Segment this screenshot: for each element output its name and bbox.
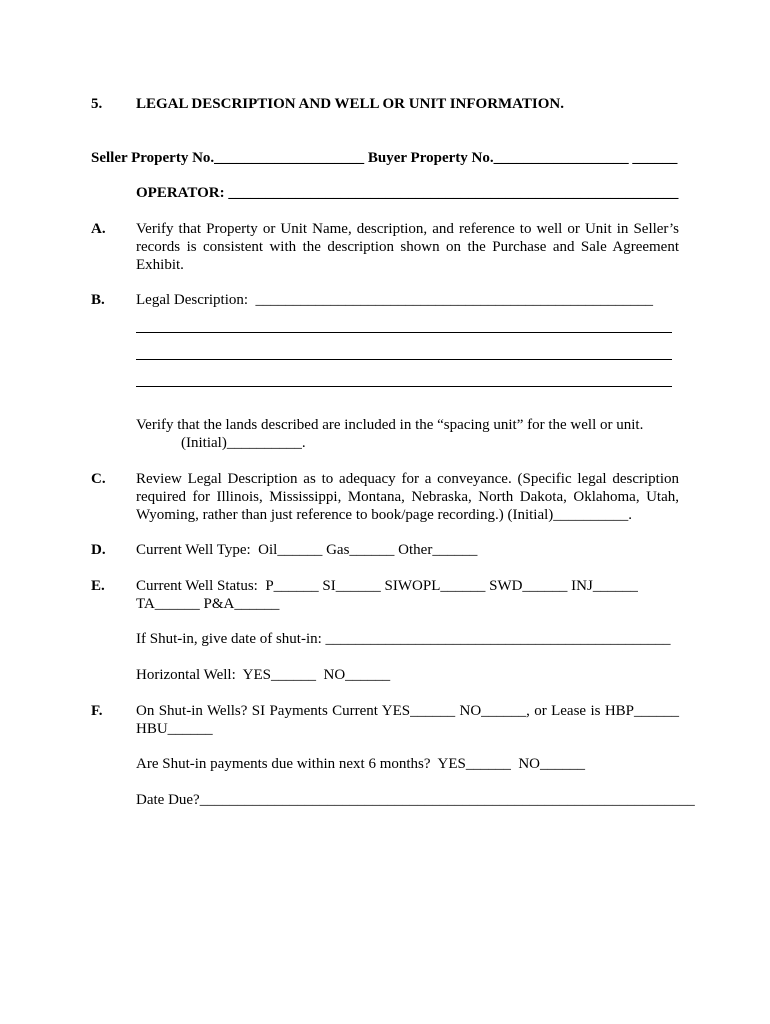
legal-description-rule-1 xyxy=(136,332,672,333)
item-b-label: B. xyxy=(91,292,105,308)
legal-description-rule-2 xyxy=(136,359,672,360)
item-f-text: On Shut-in Wells? SI Payments Current YES______ NO______, or Lease is HBP______ HBU______ xyxy=(136,703,679,737)
item-e-label: E. xyxy=(91,578,105,594)
horizontal-well-line: Horizontal Well: YES______ NO______ xyxy=(136,667,391,683)
section-title: LEGAL DESCRIPTION AND WELL OR UNIT INFORMATION. xyxy=(136,96,564,112)
item-c-text: Review Legal Description as to adequacy for a conveyance. (Specific legal description required for Illinois, Mississippi, Montana, Nebraska, North Dakota, Oklahoma, Utah, Wyoming, rather than just reference to book/page recording.) (Initial)__________. xyxy=(136,471,679,523)
section-number: 5. xyxy=(91,96,103,112)
property-number-line: Seller Property No.____________________ Buyer Property No.__________________ ______ xyxy=(91,150,678,166)
spacing-unit-verify-text: Verify that the lands described are included in the “spacing unit” for the well or unit. xyxy=(136,417,644,433)
shut-in-date-line: If Shut-in, give date of shut-in: ______________________________________________ xyxy=(136,631,671,647)
item-c-label: C. xyxy=(91,471,106,487)
shut-in-payments-due-line: Are Shut-in payments due within next 6 months? YES______ NO______ xyxy=(136,756,585,772)
operator-line: OPERATOR: ____________________________________________________________ xyxy=(136,185,679,201)
legal-description-rule-3 xyxy=(136,386,672,387)
item-d-label: D. xyxy=(91,542,106,558)
current-well-status-line-1: Current Well Status: P______ SI______ SIWOPL______ SWD______ INJ______ xyxy=(136,578,638,594)
current-well-type: Current Well Type: Oil______ Gas______ Other______ xyxy=(136,542,478,558)
date-due-line: Date Due?__________________________________________________________________ xyxy=(136,792,695,808)
item-a-label: A. xyxy=(91,221,106,237)
current-well-status-line-2: TA______ P&A______ xyxy=(136,596,280,612)
item-a-text: Verify that Property or Unit Name, description, and reference to well or Unit in Seller’s records is consistent with the description shown on the Purchase and Sale Agreement Exhibit. xyxy=(136,221,679,273)
legal-description-line: Legal Description: _____________________________________________________ xyxy=(136,292,654,308)
item-f-label: F. xyxy=(91,703,103,719)
spacing-unit-initial: (Initial)__________. xyxy=(181,435,306,451)
